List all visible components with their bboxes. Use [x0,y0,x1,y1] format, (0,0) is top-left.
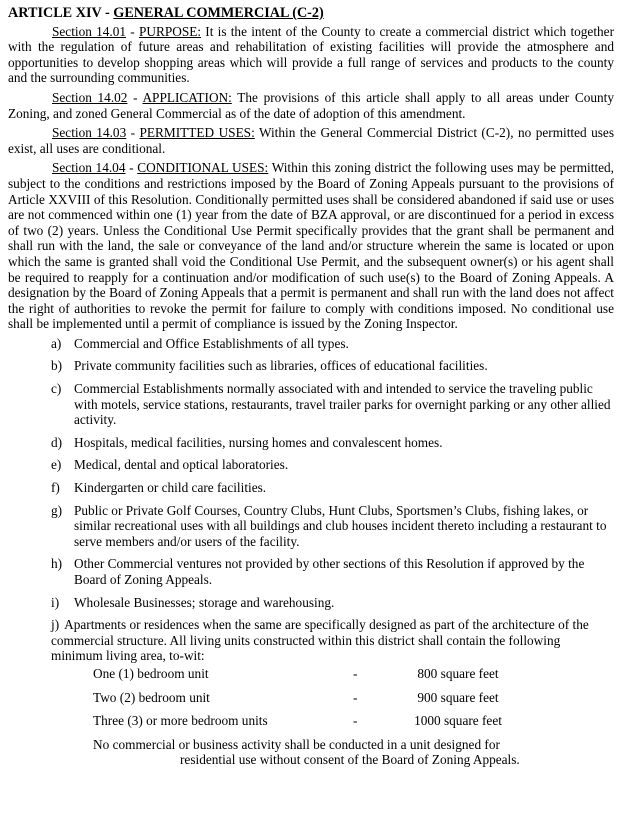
table-row [93,713,523,737]
section-text: Within this zoning district the following uses may be permitted, subject to the conditions and restrictions imposed by the Board of Zoning Appeals pursuant to the provisions of Article XXVIII of this Resolution. Conditionally permitted uses shall be considered abandoned if said use or uses are not commenced within one (1) year from the date of BZA approval, or are discontinued for a period in excess of two (2) years. Unless the Conditional Use Permit specifically provides that the grant shall be permanent and shall run with the land, the sale or conveyance of the land and/or structure wherein the same is located or upon which the same is granted shall void the Conditional Use Permit, and the subsequent owner(s) or his agent shall be required to reapply for a continuation and/or modification of such use(s) to the Board of Zoning Appeals. A designation by the Board of Zoning Appeals that a permit is permanent and shall run with the land does not affect the right of authorities to revoke the permit for failure to comply with conditions imposed. No conditional use shall be implemented until a permit of compliance is issued by the Zoning Inspector. [8,160,615,332]
list-item [8,480,614,496]
min-area: 800 square feet [417,665,499,681]
note-line: residential use without consent of the Board of Zoning Appeals. [180,752,520,768]
unit-type: One (1) bedroom unit [93,665,209,681]
list-marker: g) [51,502,63,518]
section-number: Section 14.02 [52,89,128,105]
list-marker: h) [51,556,63,572]
section-permitted-uses: Section 14.03 - PERMITTED USES: Within the General Commercial District (C-2), no permitted uses exist, all uses are conditional. [8,125,614,156]
list-item [8,381,614,428]
list-item [8,595,614,611]
article-separator: - [105,5,110,21]
list-item [8,503,614,550]
list-item-text: Hospitals, medical facilities, nursing homes and convalescent homes. [74,434,443,450]
section-heading: CONDITIONAL USES: [137,160,269,176]
list-item-text: Kindergarten or child care facilities. [74,480,267,496]
section-text: Within the General Commercial District (C-2), no permitted uses exist, all uses are conditional. [8,125,614,156]
list-item [8,457,614,473]
table-row [93,666,523,690]
living-area-table [93,666,523,737]
list-item-j [8,617,614,664]
list-item [8,556,614,587]
article-name: GENERAL COMMERCIAL (C-2) [113,5,324,21]
unit-type: Three (3) or more bedroom units [93,713,268,729]
list-marker: d) [51,434,63,450]
list-item [8,358,614,374]
list-item-text: Private community facilities such as libraries, offices of educational facilities. [74,358,488,374]
list-item-text: Public or Private Golf Courses, Country Clubs, Hunt Clubs, Sportsmen’s Clubs, fishing lakes, or similar recreational uses with all buildings and club houses incident thereto including a restaurant to serve members and/or users of the facility. [74,502,607,549]
list-marker: j) [51,617,60,633]
dash: - [353,665,358,681]
list-marker: f) [51,480,60,496]
article-number: ARTICLE XIV [8,5,102,21]
list-marker: b) [51,358,63,374]
section-application: Section 14.02 - APPLICATION: The provisions of this article shall apply to all areas under County Zoning, and zoned General Commercial as of the date of adoption of this amendment. [8,89,614,121]
dash: - [353,713,358,729]
note-line: No commercial or business activity shall be conducted in a unit designed for [93,736,500,752]
section-heading: PERMITTED USES: [139,125,255,141]
section-heading: PURPOSE: [138,23,202,39]
list-marker: a) [51,335,62,351]
residential-note [8,737,614,768]
min-area: 900 square feet [417,689,499,705]
unit-type: Two (2) bedroom unit [93,689,210,705]
list-item-text: Other Commercial ventures not provided by other sections of this Resolution if approved by the Board of Zoning Appeals. [74,556,585,587]
section-heading: APPLICATION: [142,89,232,105]
list-marker: i) [51,594,60,610]
section-purpose: Section 14.01 - PURPOSE: It is the intent of the County to create a commercial district which together with the regulation of future areas and rehabilitation of existing facilities will provide the atmosphere and opportunities to develop shopping areas which will provide a full range of services and products to the county and the surrounding communities. [8,23,615,86]
section-text: It is the intent of the County to create a commercial district which together with the regulation of future areas and rehabilitation of existing facilities will provide the atmosphere and opportunities to develop shopping areas which will provide a full range of services and products to the county and the surrounding communities. [8,23,615,86]
list-item-text: Apartments or residences when the same are specifically designed as part of the architecture of the commercial structure. All living units constructed within this district shall contain the following minimum living area, to-wit: [51,617,589,664]
list-item-text: Wholesale Businesses; storage and warehousing. [74,594,335,610]
list-marker: e) [51,457,62,473]
list-item-text: Medical, dental and optical laboratories. [74,457,289,473]
section-number: Section 14.01 [52,23,127,39]
article-title [8,6,614,22]
list-item [8,336,614,352]
list-marker: c) [51,381,62,397]
min-area: 1000 square feet [414,713,502,729]
dash: - [353,689,358,705]
section-number: Section 14.03 [52,125,127,141]
list-item-text: Commercial Establishments normally associated with and intended to service the traveling public with motels, service stations, restaurants, travel trailer parks for overnight parking or any other allied activity. [74,381,611,428]
section-conditional-uses: Section 14.04 - CONDITIONAL USES: Within this zoning district the following uses may be permitted, subject to the conditions and restrictions imposed by the Board of Zoning Appeals pursuant to the provisions of Article XXVIII of this Resolution. Conditionally permitted uses shall be considered abandoned if said use or uses are not commenced within one (1) year from the date of BZA approval, or are discontinued for a period in excess of two (2) years. Unless the Conditional Use Permit specifically provides that the grant shall be permanent and shall run with the land, the sale or conveyance of the land and/or structure wherein the same is located or upon which the same is granted shall void the Conditional Use Permit, and the subsequent owner(s) or his agent shall be required to reapply for a continuation and/or modification of such use(s) to the Board of Zoning Appeals. A designation by the Board of Zoning Appeals that a permit is permanent and shall run with the land does not affect the right of authorities to revoke the permit for failure to comply with conditions imposed. No conditional use shall be implemented until a permit of compliance is issued by the Zoning Inspector. [8,160,615,332]
conditional-uses-list [8,336,614,610]
table-row [93,690,523,714]
list-item [8,435,614,451]
section-number: Section 14.04 [52,160,126,176]
list-item-text: Commercial and Office Establishments of all types. [74,335,349,351]
section-text: The provisions of this article shall apply to all areas under County Zoning, and zoned General Commercial as of the date of adoption of this amendment. [8,89,614,121]
